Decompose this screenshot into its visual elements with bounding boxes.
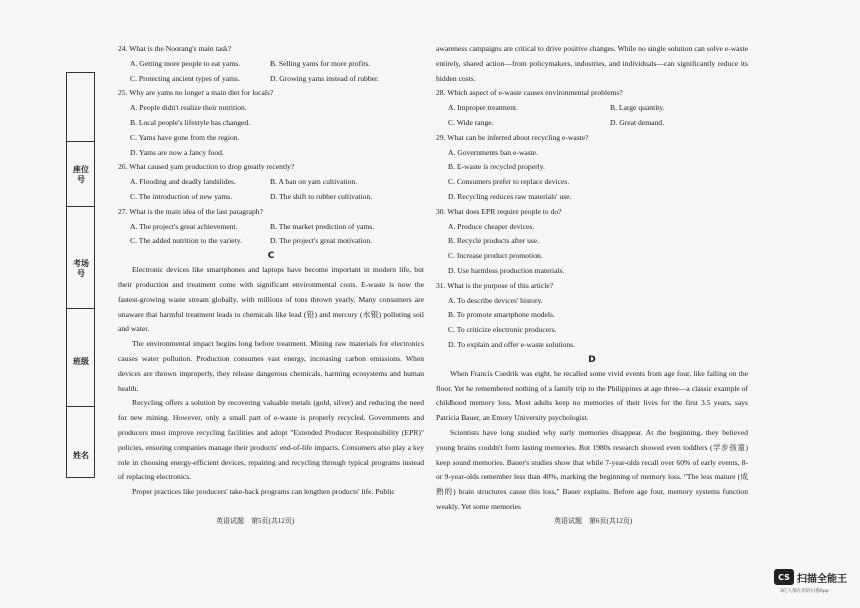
question-26-options: [118, 175, 424, 190]
question-27-options: [118, 234, 424, 249]
option-d: D. Great demand.: [610, 117, 664, 127]
question-24-stem: 24. What is the Noorang's main task?: [118, 44, 232, 53]
question-27-options: [118, 220, 424, 235]
question-28-options: [436, 101, 748, 116]
question-27-stem: 27. What is the main idea of the last paragraph?: [118, 206, 263, 216]
question-30-stem: 30. What does EPR require people to do?: [436, 206, 562, 216]
passage-d-paragraph: When Francis Csedrik was eight, he recalled some vivid events from age four, like falling on the floor. Yet he remembered nothing of a family trip to the Philippines at age three—a classic example of childhood memory loss. Most adults keep no memories of their lives for the first 3.5 years, says Patricia Bauer, an Emory University psychologist.: [436, 368, 748, 423]
name-label: 姓名: [73, 451, 89, 460]
watermark-title: 扫描全能王: [797, 573, 847, 585]
question-24-options: [118, 72, 424, 87]
option-d: D. To explain and offer e-waste solutions.: [448, 339, 575, 349]
question-26-stem: 26. What caused yam production to drop greatly recently?: [118, 162, 295, 172]
option-a: A. To describe devices' history.: [448, 295, 543, 305]
passage-d-paragraph: Scientists have long studied why early memories disappear. At the beginning, they believed young brains couldn't form lasting memories. But 1980s research showed even toddlers (学步孩童) keep sound memories. Bauer's studies show that while 7-year-olds recall over 60% of early events, 8- or 9-year-olds remember less than 40%, marking the beginning of memory loss. "The less mature (成熟的) brain structures cause this loss," Bauer explains. Before age four, memory systems function weakly. Yet some memories: [436, 427, 748, 511]
option-d: D. The project's great motivation.: [270, 236, 373, 246]
section-c-heading: C: [267, 251, 275, 262]
question-28-stem: 28. Which aspect of e-waste causes environmental problems?: [436, 88, 623, 98]
option-c: C. Increase product promotion.: [448, 251, 543, 261]
option-d: D. Growing yams instead of rubber.: [270, 73, 380, 83]
option-c: C. The introduction of new yams.: [130, 191, 233, 201]
option-d: D. Use harmless production materials.: [448, 265, 565, 275]
option-a: A. Getting more people to eat yams.: [130, 58, 241, 68]
question-31-stem: 31. What is the purpose of this article?: [436, 280, 554, 290]
option-c: C. The added nutrition to the variety.: [130, 236, 242, 246]
option-d: D. Yams are now a fancy food.: [130, 147, 224, 157]
question-24-options: [118, 57, 424, 72]
option-b: B. Large quantity.: [610, 103, 665, 113]
option-a: A. The project's great achievement.: [130, 221, 238, 231]
strip-divider: [67, 141, 94, 142]
camscanner-logo-icon: CS: [774, 569, 794, 585]
option-b: B. Local people's lifestyle has changed.: [130, 117, 251, 127]
option-a: A. Flooding and deadly landslides.: [130, 177, 236, 187]
option-c: C. Yams have gone from the region.: [130, 132, 240, 142]
passage-c-paragraph: Proper practices like producers' take-back programs can lengthen products' life. Public: [132, 487, 395, 497]
strip-divider: [67, 206, 94, 207]
option-b: B. Selling yams for more profits.: [270, 58, 371, 68]
option-a: A. Governments ban e-waste.: [448, 147, 539, 157]
option-c: C. Consumers prefer to replace devices.: [448, 177, 570, 187]
question-29-stem: 29. What can be inferred about recycling e-waste?: [436, 132, 589, 142]
option-d: D. Recycling reduces raw materials' use.: [448, 191, 572, 201]
question-25-stem: 25. Why are yams no longer a main diet for locals?: [118, 88, 274, 98]
option-c: C. To criticize electronic producers.: [448, 325, 557, 335]
class-label: 班级: [73, 357, 89, 366]
passage-c-continuation: awareness campaigns are critical to drive positive changes. While no single solution can solve e-waste entirely, shared action—from policymakers, industries, and individuals—can significantly reduce its hidden costs.: [436, 44, 748, 83]
option-d: D. The shift to rubber cultivation.: [270, 191, 373, 201]
option-b: B. E-waste is recycled properly.: [448, 162, 545, 172]
watermark-subtitle: 3亿人都在用的扫描App: [780, 589, 829, 594]
page-5-footer: 英语试题 第5页(共12页): [216, 517, 295, 525]
option-a: A. Produce cheaper devices.: [448, 221, 535, 231]
option-b: B. Recycle products after use.: [448, 236, 540, 246]
page-6-column: [436, 42, 748, 515]
page-6-footer: 英语试题 第6页(共12页): [554, 517, 633, 525]
option-a: A. Improper treatment.: [448, 103, 519, 113]
section-d-heading: D: [588, 354, 596, 365]
question-26-options: [118, 190, 424, 205]
seat-number-label: 座位号: [73, 165, 89, 184]
option-c: C. Protecting ancient types of yams.: [130, 73, 240, 83]
option-b: B. A ban on yam cultivation.: [270, 177, 358, 187]
option-c: C. Wide range.: [448, 117, 494, 127]
scanner-watermark: [774, 569, 847, 585]
strip-divider: [67, 406, 94, 407]
option-a: A. People didn't realize their nutrition.: [130, 103, 247, 113]
page-5-column: [118, 42, 424, 500]
question-28-options: [436, 116, 748, 131]
passage-c-paragraph: Electronic devices like smartphones and laptops have become important in modern life, but their production and treatment come with significant environmental costs. E-waste is now the fastest-growing waste stream globally, with millions of tons thrown yearly. Many consumers are unaware that harmful treatment leads to chemicals like lead (铅) and mercury (水银) polluting soil and water.: [118, 265, 424, 334]
exam-room-label: 考场号: [73, 259, 89, 278]
passage-c-paragraph: Recycling offers a solution by recovering valuable metals (gold, silver) and reducing the need for new mining. However, only a small part of e-waste is properly recycled. Governments and producers must improve recycling facilities and adopt "Extended Producer Responsibility (EPR)" policies, ensuring companies manage their products' end-of-life impacts. Consumers also play a key role in choosing energy-efficient devices, repairing and recycling through typical programs instead of replacing electronics.: [118, 398, 424, 482]
passage-c-paragraph: The environmental impact begins long before treatment. Mining raw materials for electronics causes water pollution. Production consumes vast energy, increasing carbon emissions. When devices are thrown improperly, they release dangerous chemicals, harming ecosystems and human health.: [118, 339, 424, 393]
option-b: B. To promote smartphone models.: [448, 310, 555, 320]
binding-strip: [66, 72, 95, 478]
strip-divider: [67, 308, 94, 309]
option-b: B. The market prediction of yams.: [270, 221, 375, 231]
